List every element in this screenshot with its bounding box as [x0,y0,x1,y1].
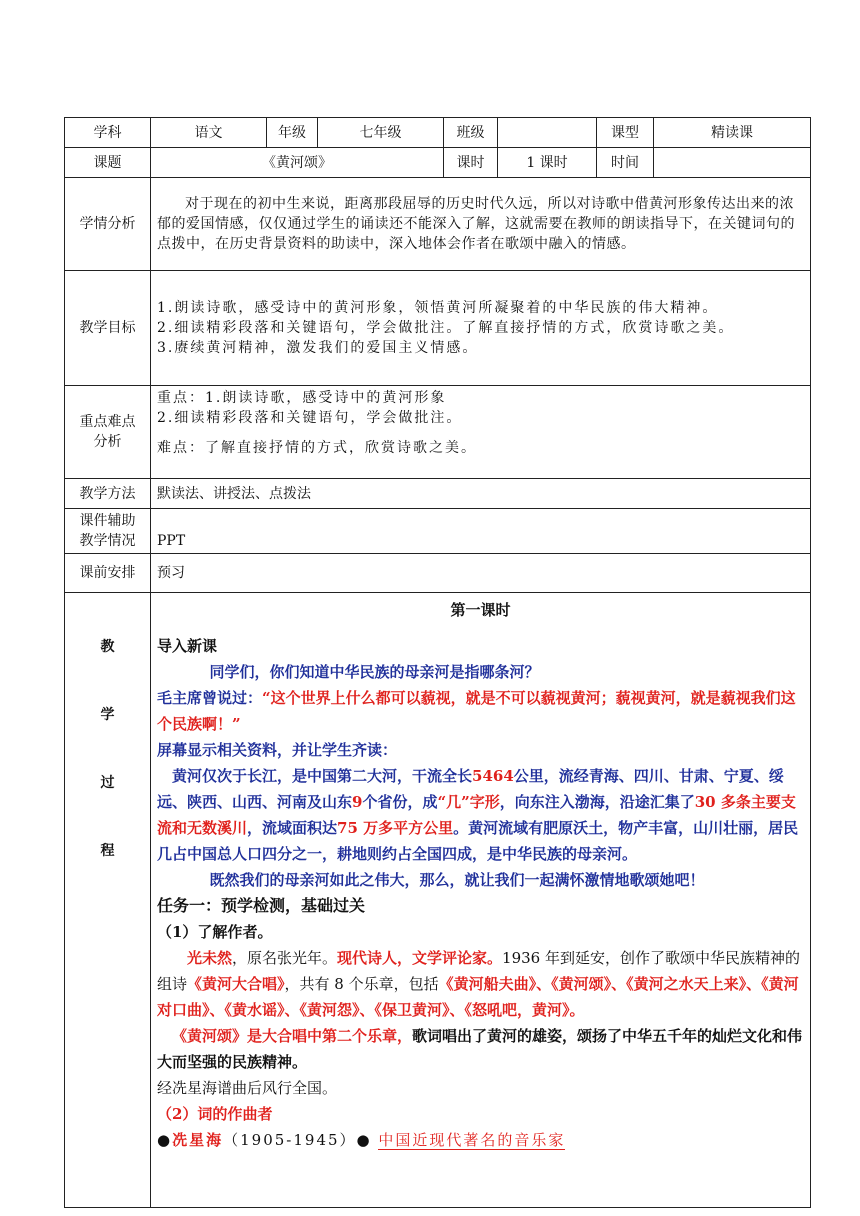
work-list: 《黄河船夫曲》、《黄河颂》、《黄河之水天上来》、《黄河对口曲》、《黄水谣》、《黄河怨》、《保卫黄河》、《怒吼吧，黄河》。 [157,975,799,1019]
hours-value [498,148,597,178]
analysis-row [65,178,811,271]
bullet-2: ● [356,1131,372,1149]
river-text-c: 个省份，成 [362,793,438,811]
composer-line: 经冼星海谱曲后风行全国。 [157,1079,338,1097]
analysis-text: 对于现在的初中生来说，距离那段屈辱的历史时代久远，所以对诗歌中借黄河形象传达出来的浓郁的爱国情感，仅仅通过学生的诵读还不能深入了解，这就需要在教师的朗读指导下，在关键词句的点拨中，在历史背景资料的助读中，深入地体会作者在歌颂中融入的情感。 [151,178,811,271]
header-row-2 [65,148,811,178]
hours-text: 1 课时 [526,154,568,171]
process-row [65,593,811,1208]
process-label [65,593,151,1208]
keypoints-label-line1: 重点难点 [79,414,136,430]
composer-name: 冼星海 [172,1131,224,1149]
task-1-heading: 任务一：预学检测，基础过关 [157,896,366,915]
author-name: 光未然 [187,949,233,967]
keypoints-label [65,386,151,479]
grade-label: 年级 [267,118,318,148]
song-highlight: 《黄河颂》是大合唱中第二个乐章， [172,1027,413,1045]
goal-item-1: 1.朗读诗歌，感受诗中的黄河形象，领悟黄河所凝聚着的中华民族的伟大精神。 [157,300,719,316]
class-label: 班级 [444,118,498,148]
goal-item-3: 3.赓续黄河精神，激发我们的爱国主义情感。 [157,340,479,356]
lesson-title: 第一课时 [450,601,511,619]
class-value [498,118,597,148]
bullet-1: ● [157,1131,173,1149]
sub-heading-1: （1）了解作者。 [157,923,273,941]
keypoints-content [151,386,811,479]
process-label-char-1: 教 [100,639,115,655]
screen-instruction: 屏幕显示相关资料，并让学生齐读： [157,741,398,759]
mao-quote: “这个世界上什么都可以藐视，就是不可以藐视黄河；藐视黄河，就是藐视我们这个民族啊！” [157,689,796,733]
courseware-label-line1: 课件辅助 [79,513,136,529]
goals-content [151,271,811,386]
process-label-char-3: 过 [100,775,115,791]
lesson-plan-table [64,117,811,1208]
author-title: 现代诗人，文学评论家。 [337,949,503,967]
author-text-b: 1936 年到延安，创作了歌颂中华民族精神的组诗 [157,949,800,993]
author-text-c: ，共有 8 个乐章，包括 [284,975,439,993]
river-provinces: 9 [352,793,363,811]
author-paragraph [157,945,804,1023]
author-text-a: ，原名张光年。 [232,949,338,967]
time-label: 时间 [597,148,654,178]
river-area: 75 万多平方公里 [337,819,454,837]
courseware-label-line2: 教学情况 [79,533,136,549]
process-label-char-4: 程 [100,843,115,859]
topic-value: 《黄河颂》 [151,148,444,178]
method-row [65,479,811,509]
composer-description: 中国近现代著名的音乐家 [378,1131,566,1149]
goals-label: 教学目标 [65,271,151,386]
courseware-row [65,509,811,554]
time-value [654,148,811,178]
composer-info [157,1127,804,1153]
type-label: 课型 [597,118,654,148]
analysis-label: 学情分析 [65,178,151,271]
prep-row [65,554,811,593]
difficulty-point: 难点：了解直接抒情的方式，欣赏诗歌之美。 [157,440,477,456]
prep-value: 预习 [151,554,811,593]
type-value: 精读课 [654,118,811,148]
river-text-f: 。黄河流域有肥原沃土，物产丰富，山川壮丽，居民几占中国总人口四分之一，耕地则约占全国四成，是中华民族的母亲河。 [157,819,799,863]
key-point-1: 重点：1.朗读诗歌，感受诗中的黄河形象 [157,390,447,406]
song-description: 歌词唱出了黄河的雄姿，颂扬了中华五千年的灿烂文化和伟大而坚强的民族精神。 [157,1027,803,1071]
river-tributaries: 30 多条主要支流和无数溪川 [157,793,796,837]
mao-quote-line [157,685,804,737]
keypoints-label-line2: 分析 [93,434,122,450]
mao-prefix: 毛主席曾说过： [157,689,263,707]
hours-label: 课时 [444,148,498,178]
question-2: 既然我们的母亲河如此之伟大，那么，就让我们一起满怀激情地歌颂她吧！ [209,871,705,889]
goals-row [65,271,811,386]
process-label-char-2: 学 [100,707,115,723]
subject-label: 学科 [65,118,151,148]
keypoints-row [65,386,811,479]
question-1: 同学们，你们知道中华民族的母亲河是指哪条河？ [209,663,540,681]
river-text-e: ，流域面积达 [247,819,338,837]
river-length: 5464 [472,767,514,785]
key-point-2: 2.细读精彩段落和关键语句，学会做批注。 [157,410,463,426]
method-label: 教学方法 [65,479,151,509]
goal-item-2: 2.细读精彩段落和关键语句，学会做批注。了解直接抒情的方式，欣赏诗歌之美。 [157,320,735,336]
river-text-b: 公里，流经青海、四川、甘肃、宁夏、绥远、陕西、山西、河南及山东 [157,767,784,811]
river-shape: “几”字形 [437,793,500,811]
header-row-1 [65,118,811,148]
river-text-d: ，向东注入渤海，沿途汇集了 [499,793,695,811]
subject-value: 语文 [151,118,267,148]
grade-value: 七年级 [318,118,444,148]
method-value: 默读法、讲授法、点拨法 [151,479,811,509]
intro-heading: 导入新课 [157,637,218,655]
yellow-river-passage [157,763,804,867]
composer-years: （1905-1945） [223,1131,357,1149]
sub-heading-2: （2）词的作曲者 [157,1105,273,1123]
courseware-label [65,509,151,554]
courseware-value: PPT [151,509,811,554]
song-paragraph [157,1023,804,1075]
process-content [151,593,811,1208]
prep-label: 课前安排 [65,554,151,593]
topic-label: 课题 [65,148,151,178]
river-text-a: 黄河仅次于长江，是中国第二大河，干流全长 [172,767,473,785]
main-work: 《黄河大合唱》 [187,975,285,993]
